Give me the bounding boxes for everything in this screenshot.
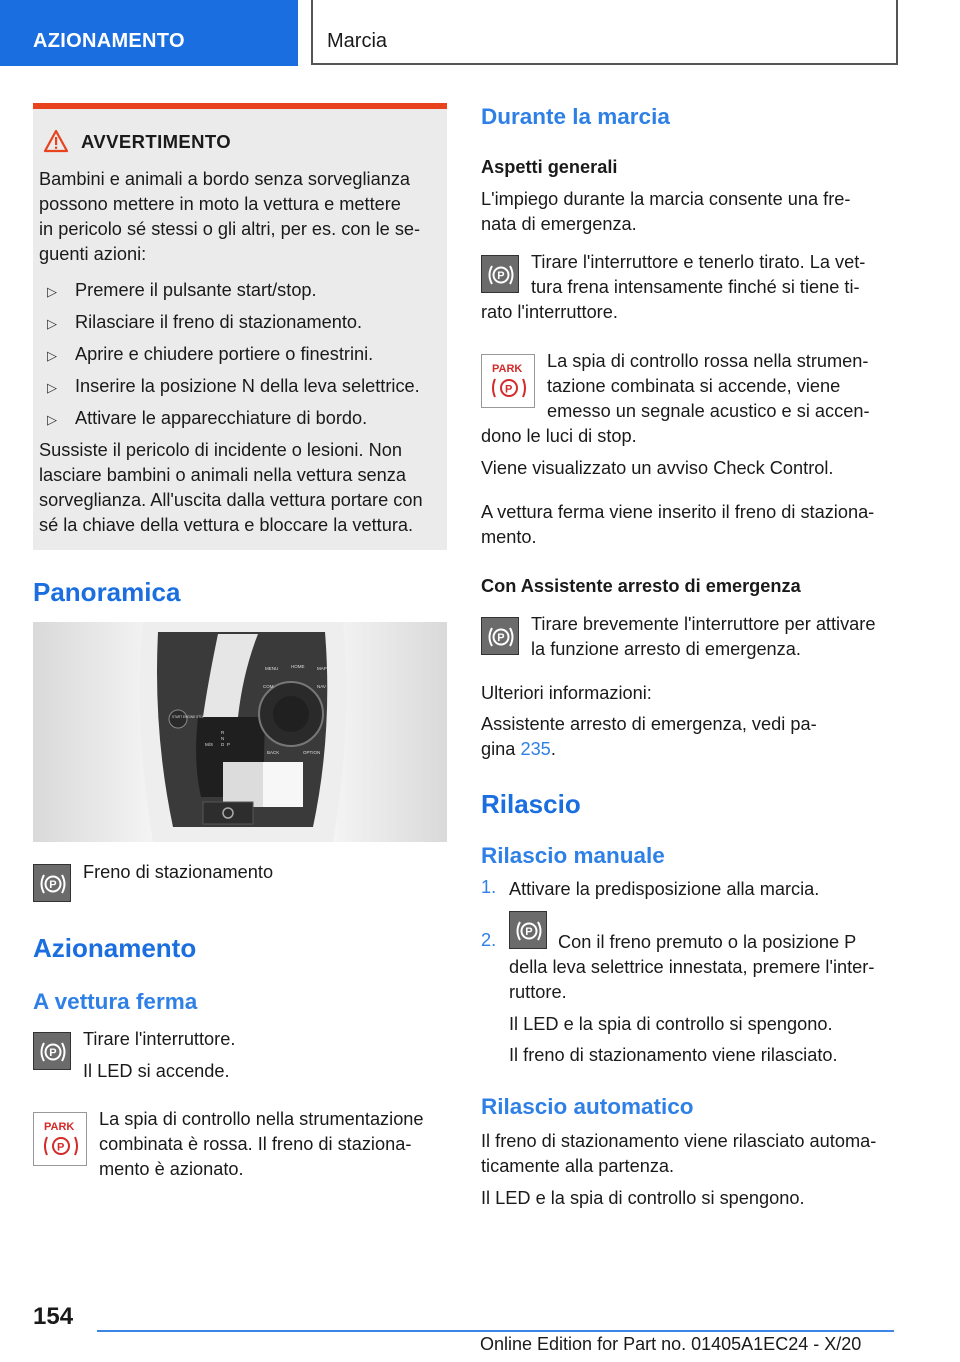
marcia-p2-1: Tirare l'interruttore e tenerlo tirato. La vet- [531, 252, 866, 272]
park-text-3: mento è azionato. [99, 1159, 244, 1179]
marcia-p6-1: Tirare brevemente l'interruttore per attivare [531, 614, 876, 634]
warning-intro-3: in pericolo sé stessi o gli altri, per es. con le se- [39, 219, 421, 239]
parking-brake-switch-icon [481, 617, 519, 655]
label-gear-d: D [221, 742, 225, 747]
warning-outro-3: sorveglianza. All'uscita dalla vettura portare con [39, 490, 423, 510]
parking-brake-switch-icon [509, 911, 547, 949]
photo-caption: Freno di stazionamento [83, 862, 274, 882]
marcia-p5-2: mento. [481, 527, 537, 547]
chapter-box [311, 0, 898, 65]
azionamento-line-1: Tirare l'interruttore. [83, 1029, 236, 1049]
warning-triangle-icon [43, 129, 69, 153]
label-com: COM [263, 684, 274, 689]
marcia-p8-period: . [550, 739, 556, 759]
subheading-assistente: Con Assistente arresto di emergenza [481, 576, 801, 596]
subheading-aspetti: Aspetti generali [481, 157, 618, 177]
step-1-text: Attivare la predisposizione alla marcia. [509, 879, 820, 899]
marcia-p3-4: dono le luci di stop. [481, 426, 637, 446]
marcia-p8-1: Assistente arresto di emergenza, vedi pa- [481, 714, 817, 734]
svg-text:P: P [525, 926, 533, 938]
warning-title: AVVERTIMENTO [81, 131, 232, 152]
step-2-line-2: della leva selettrice innestata, premere l'inter- [509, 957, 875, 977]
label-home: HOME [291, 664, 305, 669]
marcia-p1-2: nata di emergenza. [481, 214, 637, 234]
marcia-p2-3: rato l'interruttore. [481, 302, 618, 322]
heading-panoramica: Panoramica [33, 577, 181, 607]
auto-line-2: ticamente alla partenza. [481, 1156, 675, 1176]
warning-item-4: Inserire la posizione N della leva selettrice. [75, 376, 420, 396]
marcia-p3-3: emesso un segnale acustico e si accen- [547, 401, 870, 421]
chapter-title: Marcia [327, 30, 388, 52]
label-nav: NAV [317, 684, 326, 689]
parking-brake-switch-icon [33, 1032, 71, 1070]
park-label: PARK [492, 363, 523, 375]
label-gear-p: P [227, 742, 231, 747]
step-2-line-1: Con il freno premuto o la posizione P [558, 932, 857, 952]
marcia-p2-2: tura frena intensamente finché si tiene ti- [531, 277, 860, 297]
warning-intro-4: guenti azioni: [39, 244, 147, 264]
subheading-vettura-ferma: A vettura ferma [33, 989, 198, 1014]
svg-text:P: P [497, 270, 505, 282]
heading-rilascio: Rilascio [481, 789, 581, 819]
svg-text:P: P [49, 1047, 57, 1059]
park-text-2: combinata è rossa. Il freno di staziona- [99, 1134, 412, 1154]
svg-text:P: P [57, 1141, 65, 1154]
page-number: 154 [33, 1303, 74, 1330]
parking-brake-switch-icon [33, 864, 71, 902]
bullet-icon: ▷ [47, 316, 57, 331]
park-warning-light-icon [481, 354, 535, 408]
step-2-number: 2. [481, 930, 497, 950]
warning-outro-2: lasciare bambini o animali nella vettura senza [39, 465, 406, 485]
subheading-rilascio-manuale: Rilascio manuale [481, 843, 665, 868]
bullet-icon: ▷ [47, 380, 57, 395]
footer-edition: Online Edition for Part no. 01405A1EC24 - X/20 [480, 1334, 862, 1354]
warning-box [33, 103, 447, 550]
label-gear-n: N [221, 736, 225, 741]
marcia-p5-1: A vettura ferma viene inserito il freno di staziona- [481, 502, 875, 522]
park-label: PARK [44, 1121, 75, 1133]
warning-item-3: Aprire e chiudere portiere o finestrini. [75, 344, 374, 364]
section-title: AZIONAMENTO [33, 30, 185, 52]
label-gear-ms: M/S [205, 742, 214, 747]
warning-item-1: Premere il pulsante start/stop. [75, 280, 317, 300]
warning-outro-1: Sussiste il pericolo di incidente o lesioni. Non [39, 440, 402, 460]
marcia-p6-2: la funzione arresto di emergenza. [531, 639, 801, 659]
svg-text:P: P [49, 879, 57, 891]
label-menu: MENU [265, 666, 279, 671]
marcia-p4: Viene visualizzato un avviso Check Control. [481, 458, 834, 478]
warning-outro-4: sé la chiave della vettura e bloccare la vettura. [39, 515, 414, 535]
auto-line-1: Il freno di stazionamento viene rilasciato automa- [481, 1131, 877, 1151]
marcia-p8-2-text: gina [481, 739, 516, 759]
warning-item-5: Attivare le apparecchiature di bordo. [75, 408, 368, 428]
footer-divider [97, 1330, 894, 1332]
warning-intro-2: possono mettere in moto la vettura e mettere [39, 194, 401, 214]
bullet-icon: ▷ [47, 284, 57, 299]
label-gear-r: R [221, 730, 225, 735]
marcia-p3-2: tazione combinata si accende, viene [547, 376, 841, 396]
label-start-engine: START ENGINE STOP [172, 715, 205, 719]
azionamento-line-2: Il LED si accende. [83, 1061, 230, 1081]
step-2-result-2: Il freno di stazionamento viene rilasciato. [509, 1045, 838, 1065]
step-1-number: 1. [481, 877, 497, 897]
section-tab [0, 0, 298, 66]
step-2-result-1: Il LED e la spia di controllo si spengono. [509, 1014, 833, 1034]
label-map: MAP [317, 666, 327, 671]
marcia-p8-2 [481, 737, 556, 763]
bullet-icon: ▷ [47, 348, 57, 363]
auto-line-3: Il LED e la spia di controllo si spengono. [481, 1188, 805, 1208]
subheading-rilascio-automatico: Rilascio automatico [481, 1094, 694, 1119]
svg-text:P: P [505, 383, 513, 396]
park-warning-light-icon [33, 1112, 87, 1166]
heading-durante-marcia: Durante la marcia [481, 104, 670, 129]
heading-azionamento: Azionamento [33, 933, 197, 963]
step-2-line-3: ruttore. [509, 982, 567, 1002]
marcia-p7: Ulteriori informazioni: [481, 683, 652, 703]
parking-brake-switch-icon [481, 255, 519, 293]
marcia-p3-1: La spia di controllo rossa nella strumen- [547, 351, 869, 371]
label-option: OPTION [303, 750, 321, 755]
park-text-1: La spia di controllo nella strumentazione [99, 1109, 424, 1129]
marcia-p1-1: L'impiego durante la marcia consente una fre- [481, 189, 851, 209]
console-illustration [33, 622, 447, 842]
label-back: BACK [267, 750, 280, 755]
page-link-235[interactable]: 235 [520, 739, 551, 759]
warning-item-2: Rilasciare il freno di stazionamento. [75, 312, 363, 332]
warning-intro-1: Bambini e animali a bordo senza sorveglianza [39, 169, 411, 189]
svg-text:P: P [497, 632, 505, 644]
bullet-icon: ▷ [47, 412, 57, 427]
center-console-photo [33, 622, 447, 842]
